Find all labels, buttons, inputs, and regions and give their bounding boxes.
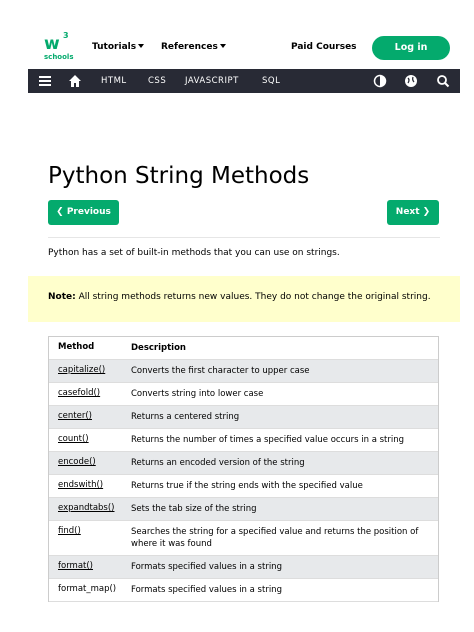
method-link[interactable]: count() [58,434,89,444]
login-button[interactable]: Log in [372,36,450,60]
method-link[interactable]: format() [58,561,93,571]
intro-text: Python has a set of built-in methods that you can use on strings. [48,248,340,258]
note-box [28,276,460,322]
table-row [49,556,438,579]
method-description: Searches the string for a specified value and returns the position of where it was found [131,527,419,549]
top-header [28,28,460,68]
home-icon[interactable] [68,74,82,88]
method-description: Formats specified values in a string [131,585,282,595]
note-text [48,292,431,302]
method-link: format_map() [58,584,117,594]
method-description: Returns an encoded version of the string [131,458,305,468]
w3schools-logo[interactable] [44,31,74,64]
globe-icon[interactable] [404,74,418,88]
method-description: Converts the first character to upper case [131,366,310,376]
header-method: Method [58,342,95,352]
nav-css[interactable]: CSS [148,76,167,86]
menu-icon[interactable] [38,74,52,88]
method-link[interactable]: endswith() [58,480,104,490]
method-description: Returns true if the string ends with the specified value [131,481,363,491]
references-menu[interactable] [161,42,226,52]
method-description: Formats specified values in a string [131,562,282,572]
table-row [49,360,438,383]
paid-courses-link[interactable]: Paid Courses [291,42,357,52]
logo-mark: w [44,34,60,54]
table-header-row [49,337,438,360]
table-row [49,498,438,521]
caret-down-icon [138,44,144,48]
nav-html[interactable]: HTML [101,76,127,86]
top-navbar [28,69,460,93]
method-link[interactable]: center() [58,411,92,421]
table-row [49,383,438,406]
method-description: Returns the number of times a specified value occurs in a string [131,435,405,445]
method-link[interactable]: expandtabs() [58,503,115,513]
header-description: Description [131,343,186,353]
methods-table [48,336,439,602]
previous-button[interactable]: ❮ Previous [48,200,119,225]
contrast-icon[interactable] [373,74,387,88]
table-row [49,579,438,602]
nav-javascript[interactable]: JAVASCRIPT [185,76,239,86]
note-label: Note: [48,292,76,302]
method-description: Converts string into lower case [131,389,264,399]
logo-text: schools [44,53,74,61]
tutorials-label: Tutorials [92,42,137,52]
table-row [49,475,438,498]
method-description: Returns a centered string [131,412,240,422]
table-row [49,429,438,452]
caret-down-icon [220,44,226,48]
tutorials-menu[interactable] [92,42,144,52]
note-body: All string methods returns new values. They do not change the original string. [75,292,431,302]
table-row [49,521,438,556]
next-button[interactable]: Next ❯ [387,200,439,225]
method-link[interactable]: find() [58,526,81,536]
search-icon[interactable] [436,74,450,88]
method-link[interactable]: capitalize() [58,365,106,375]
method-link[interactable]: casefold() [58,388,101,398]
method-description: Sets the tab size of the string [131,504,257,514]
divider [48,237,440,238]
table-row [49,406,438,429]
page-title: Python String Methods [48,163,310,189]
nav-sql[interactable]: SQL [262,76,281,86]
table-row [49,452,438,475]
method-link[interactable]: encode() [58,457,96,467]
logo-superscript: 3 [63,31,69,40]
references-label: References [161,42,218,52]
